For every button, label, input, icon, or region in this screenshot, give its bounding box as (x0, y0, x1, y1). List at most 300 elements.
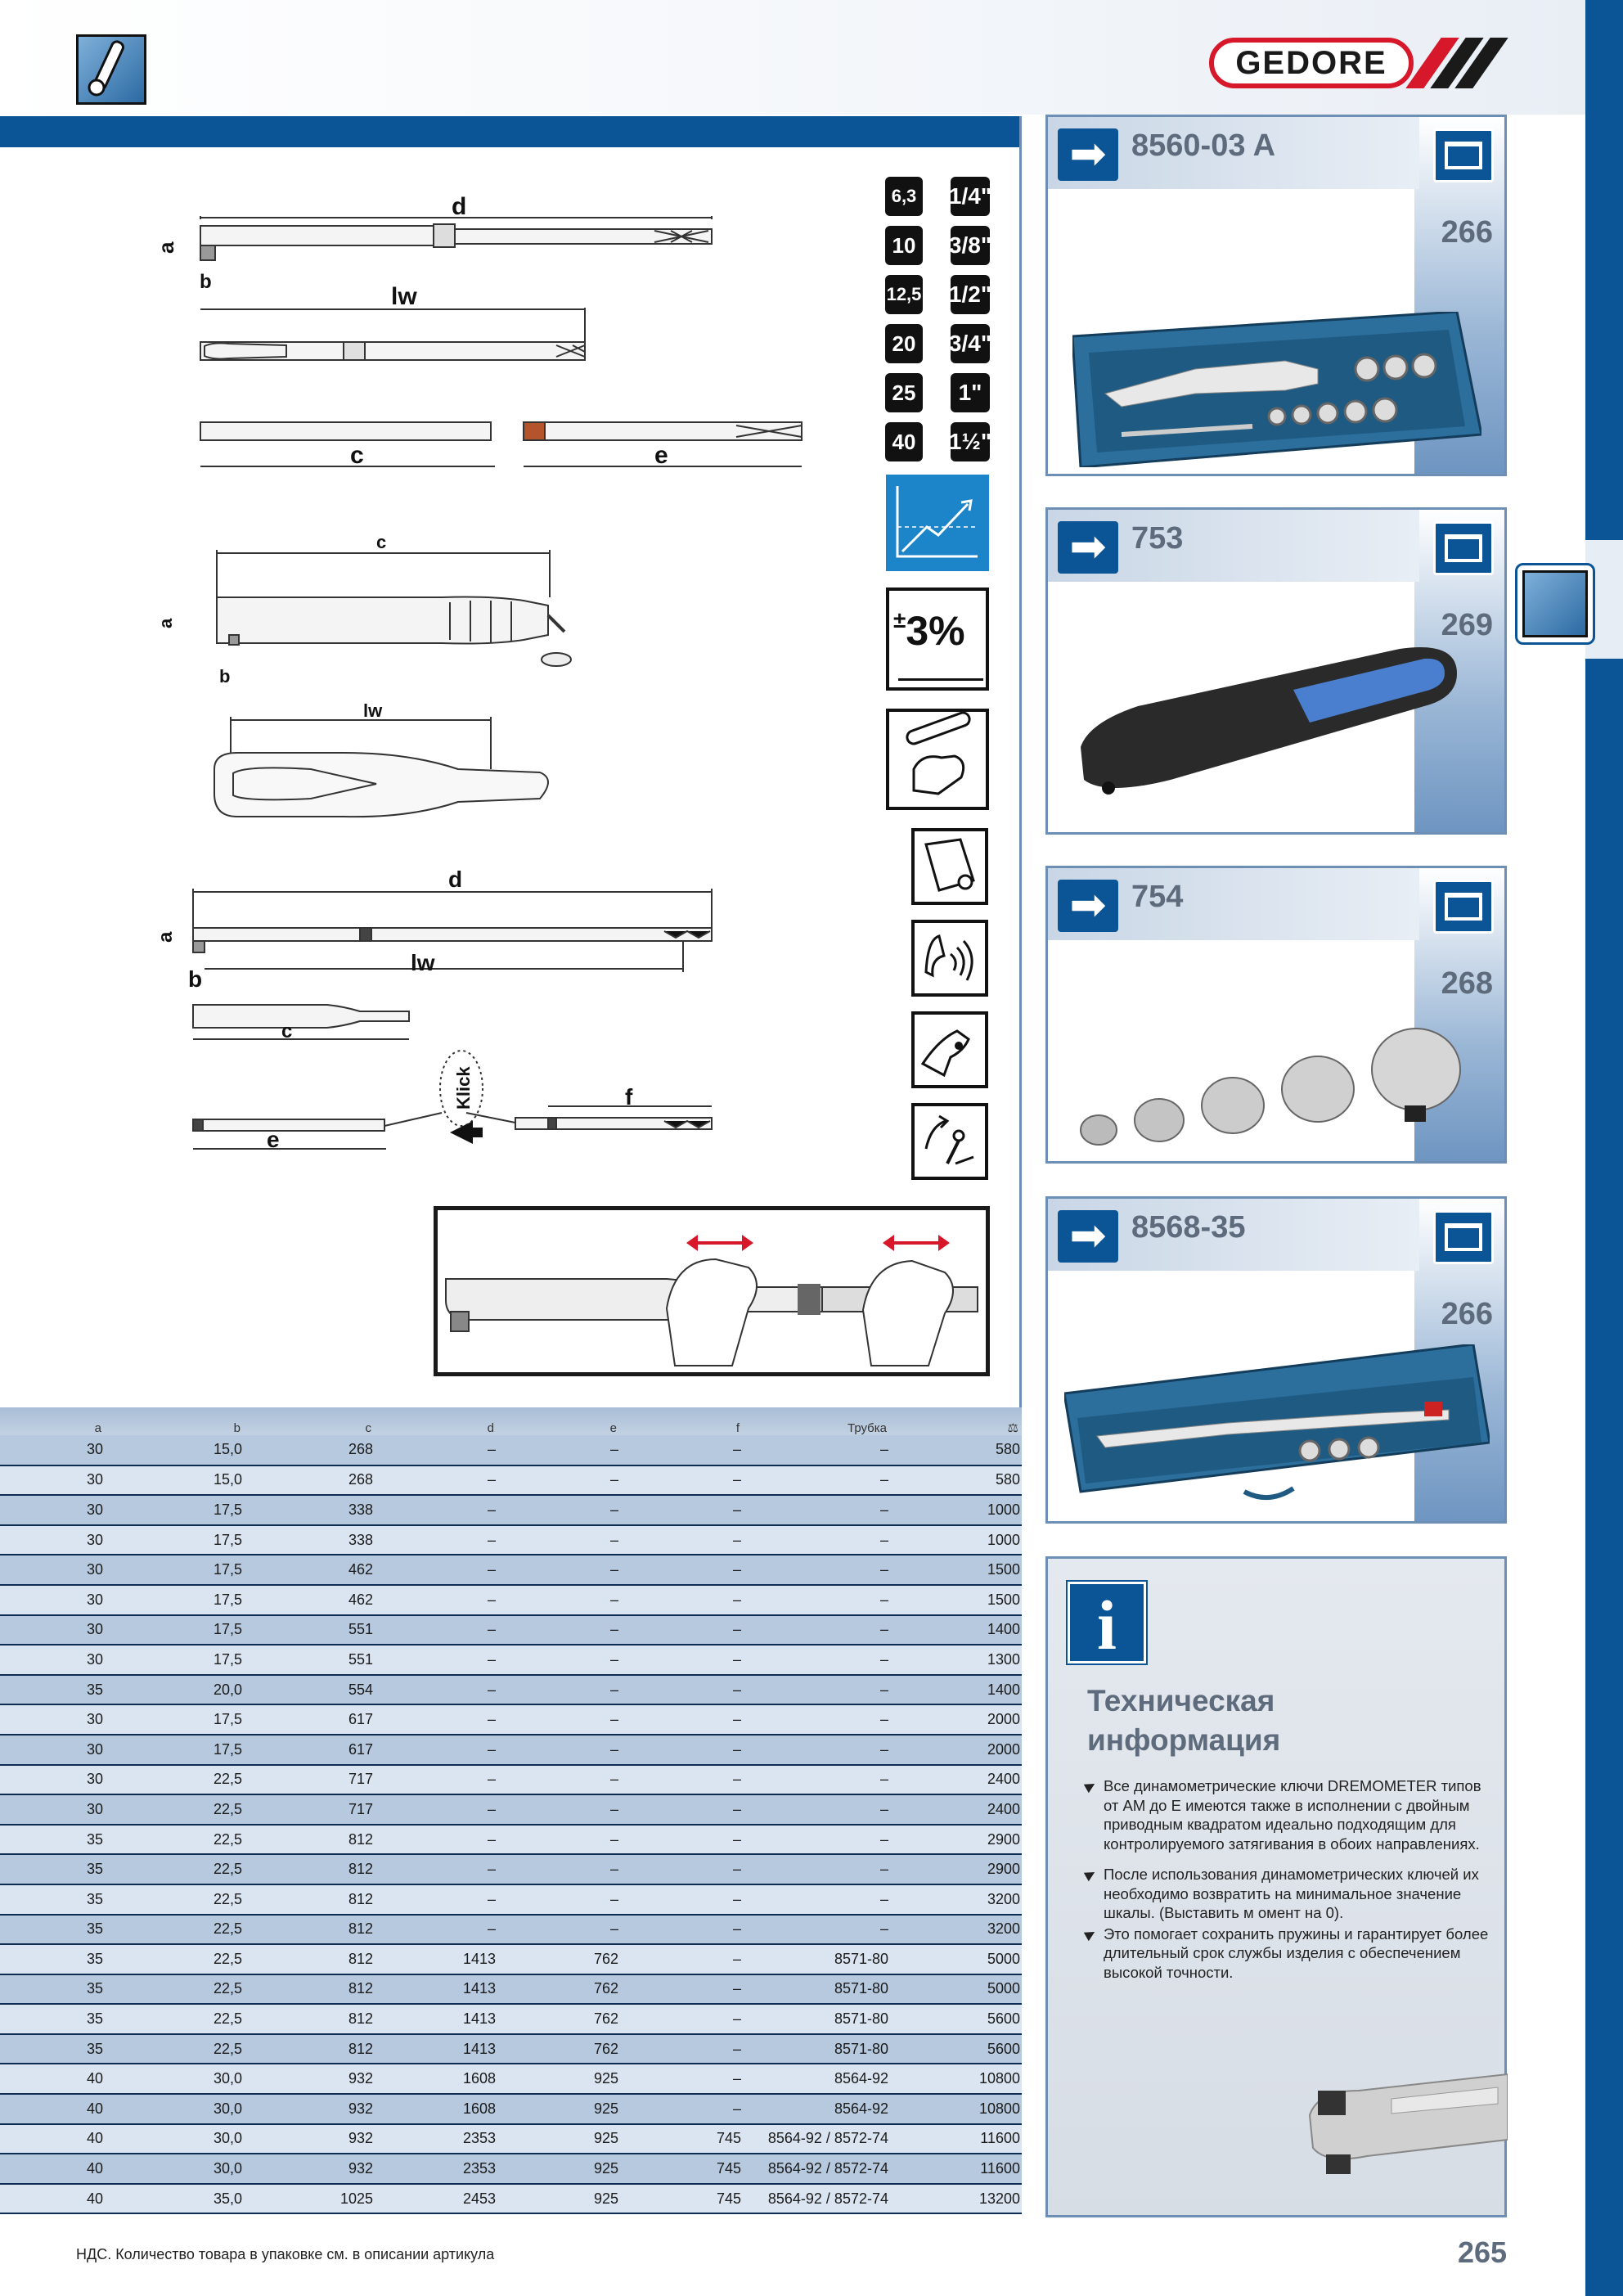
cell-d: – (375, 1555, 497, 1585)
cell-tube: – (743, 1794, 890, 1825)
catalog-book-icon[interactable] (1433, 128, 1494, 182)
cell-d: 2453 (375, 2184, 497, 2214)
cell-tube: – (743, 1495, 890, 1525)
cell-f: – (620, 1704, 743, 1735)
cell-weight: 1500 (890, 1555, 1022, 1585)
cell-tube: – (743, 1675, 890, 1705)
drive-size-inch: 3/8" (951, 226, 990, 265)
product-card[interactable] (1045, 115, 1507, 476)
cell-c: 462 (244, 1555, 375, 1585)
cell-a: 40 (0, 2094, 105, 2124)
catalog-book-icon[interactable] (1433, 880, 1494, 934)
cell-b: 17,5 (105, 1495, 244, 1525)
col-header-c: c (244, 1407, 375, 1435)
cell-weight: 1400 (890, 1615, 1022, 1645)
table-row (0, 1825, 1022, 1855)
info-bullet: Все динамометрические ключи DREMOMETER типов от AM до E имеются также в исполнении с двойным приводным квадратом идеально подходящим для контролируемого затягивания в обоих направлениях. (1084, 1776, 1493, 1853)
table-row (0, 1585, 1022, 1615)
cell-a: 35 (0, 1825, 105, 1855)
cell-f: – (620, 1735, 743, 1765)
arrow-right-icon: ➡ (1058, 1210, 1118, 1263)
cell-b: 17,5 (105, 1525, 244, 1555)
table-row (0, 2154, 1022, 2184)
cell-f: – (620, 2034, 743, 2064)
cell-b: 22,5 (105, 1915, 244, 1945)
cell-c: 932 (244, 2124, 375, 2154)
cell-d: – (375, 1615, 497, 1645)
table-row (0, 1615, 1022, 1645)
dim-b: b (200, 271, 212, 293)
footer-note: НДС. Количество товара в упаковке см. в описании артикула (76, 2246, 495, 2262)
cell-d: – (375, 1525, 497, 1555)
accuracy-sign: ± (893, 607, 906, 633)
table-row (0, 2034, 1022, 2064)
dim-c: c (376, 532, 387, 552)
cell-c: 812 (244, 1825, 375, 1855)
info-bullet-list (1084, 1776, 1493, 1983)
torque-wrench-case-photo (1064, 1344, 1490, 1508)
cell-c: 554 (244, 1675, 375, 1705)
cell-e: – (497, 1645, 620, 1675)
drive-size-mm: 6,3 (885, 177, 923, 216)
table-row (0, 1765, 1022, 1795)
cell-d: 1413 (375, 2034, 497, 2064)
cell-tube: – (743, 1854, 890, 1884)
cell-f: – (620, 1794, 743, 1825)
dim-lw: lw (363, 700, 383, 721)
double-drive-wrench-photo (1293, 2066, 1508, 2218)
cell-d: – (375, 1645, 497, 1675)
cell-f: – (620, 1884, 743, 1915)
product-card[interactable] (1045, 866, 1507, 1164)
cell-e: 762 (497, 2004, 620, 2034)
cell-f: – (620, 1944, 743, 1974)
product-page-ref: 269 (1441, 608, 1493, 642)
cell-d: – (375, 1495, 497, 1525)
cell-b: 17,5 (105, 1585, 244, 1615)
cell-weight: 5000 (890, 1944, 1022, 1974)
adapter-sockets-photo (1072, 991, 1481, 1155)
dim-b: b (188, 966, 203, 992)
two-hand-usage-illustration (434, 1206, 990, 1376)
dim-d: d (452, 193, 467, 220)
cell-a: 35 (0, 1944, 105, 1974)
drive-size-inch: 1½" (951, 422, 990, 461)
product-card[interactable] (1045, 1196, 1507, 1524)
cell-b: 35,0 (105, 2184, 244, 2214)
cell-a: 30 (0, 1435, 105, 1465)
cell-c: 717 (244, 1765, 375, 1795)
cell-a: 30 (0, 1735, 105, 1765)
cell-d: 1608 (375, 2094, 497, 2124)
cell-f: 745 (620, 2124, 743, 2154)
cell-d: 2353 (375, 2154, 497, 2184)
cell-weight: 1500 (890, 1585, 1022, 1615)
cell-e: 925 (497, 2154, 620, 2184)
cell-f: – (620, 1495, 743, 1525)
col-header-e: e (497, 1407, 620, 1435)
cell-a: 35 (0, 1675, 105, 1705)
cell-tube: – (743, 1615, 890, 1645)
product-page-ref: 268 (1441, 966, 1493, 1001)
cell-f: – (620, 1585, 743, 1615)
cell-weight: 2900 (890, 1825, 1022, 1855)
cell-f: – (620, 1525, 743, 1555)
table-row (0, 2124, 1022, 2154)
cell-e: – (497, 1585, 620, 1615)
cell-b: 20,0 (105, 1675, 244, 1705)
cell-a: 30 (0, 1615, 105, 1645)
cell-e: 762 (497, 1974, 620, 2005)
cell-c: 812 (244, 1915, 375, 1945)
col-header-f: f (620, 1407, 743, 1435)
cell-weight: 1400 (890, 1675, 1022, 1705)
cell-f: 745 (620, 2184, 743, 2214)
cell-f: – (620, 1974, 743, 2005)
cell-e: – (497, 1495, 620, 1525)
cell-weight: 10800 (890, 2064, 1022, 2094)
info-bullet: После использования динамометрических ключей их необходимо возвратить на минимальное значение шкалы. (Выставить м омент на 0). (1084, 1865, 1493, 1923)
dim-lw: lw (411, 950, 435, 975)
cell-a: 40 (0, 2124, 105, 2154)
dim-e: e (654, 442, 668, 469)
cell-c: 617 (244, 1735, 375, 1765)
cell-d: – (375, 1735, 497, 1765)
dim-b: b (219, 666, 231, 687)
cell-e: – (497, 1825, 620, 1855)
cell-a: 30 (0, 1495, 105, 1525)
cell-c: 932 (244, 2064, 375, 2094)
cell-e: – (497, 1675, 620, 1705)
cell-d: – (375, 1884, 497, 1915)
cell-f: – (620, 1675, 743, 1705)
drive-size-inch: 1/4" (951, 177, 990, 216)
cell-b: 30,0 (105, 2094, 244, 2124)
cell-weight: 2000 (890, 1704, 1022, 1735)
product-code: 754 (1131, 880, 1184, 914)
cell-c: 617 (244, 1704, 375, 1735)
cell-tube: 8571-80 (743, 1944, 890, 1974)
product-card[interactable] (1045, 507, 1507, 835)
col-header-d: d (375, 1407, 497, 1435)
cell-e: – (497, 1435, 620, 1465)
cell-e: – (497, 1854, 620, 1884)
cell-weight: 2400 (890, 1794, 1022, 1825)
cell-a: 30 (0, 1765, 105, 1795)
cell-a: 35 (0, 1915, 105, 1945)
cell-d: – (375, 1825, 497, 1855)
cell-c: 812 (244, 1944, 375, 1974)
dim-a: a (154, 241, 178, 254)
cell-a: 30 (0, 1704, 105, 1735)
cell-c: 551 (244, 1645, 375, 1675)
cell-tube: 8564-92 / 8572-74 (743, 2154, 890, 2184)
cell-weight: 5000 (890, 1974, 1022, 2005)
table-header-row (0, 1407, 1022, 1435)
table-row (0, 2184, 1022, 2214)
cell-a: 35 (0, 1884, 105, 1915)
cell-weight: 580 (890, 1435, 1022, 1465)
product-code: 8560-03 A (1131, 128, 1276, 163)
gedore-logo (1209, 38, 1507, 88)
specification-table (0, 1407, 1022, 2214)
cell-d: 1413 (375, 1974, 497, 2005)
cell-a: 30 (0, 1585, 105, 1615)
table-row (0, 1704, 1022, 1735)
drive-size-mm: 40 (885, 422, 923, 461)
cell-b: 22,5 (105, 1825, 244, 1855)
cell-weight: 5600 (890, 2004, 1022, 2034)
dim-f: f (625, 1084, 633, 1110)
cell-d: – (375, 1915, 497, 1945)
accuracy-value: 3% (906, 608, 965, 654)
cell-e: 925 (497, 2184, 620, 2214)
cell-tube: – (743, 1465, 890, 1496)
table-row (0, 1435, 1022, 1465)
cell-tube: – (743, 1555, 890, 1585)
catalog-book-icon[interactable] (1433, 1210, 1494, 1264)
cell-a: 30 (0, 1794, 105, 1825)
cell-b: 17,5 (105, 1645, 244, 1675)
cell-tube: 8564-92 / 8572-74 (743, 2184, 890, 2214)
cell-c: 1025 (244, 2184, 375, 2214)
cell-b: 22,5 (105, 2034, 244, 2064)
cell-weight: 1000 (890, 1495, 1022, 1525)
cell-c: 268 (244, 1465, 375, 1496)
drive-size-inch: 3/4" (951, 324, 990, 363)
cell-a: 30 (0, 1555, 105, 1585)
cell-weight: 1000 (890, 1525, 1022, 1555)
cell-weight: 2000 (890, 1735, 1022, 1765)
klick-label: Klick (453, 1066, 474, 1110)
cell-e: – (497, 1735, 620, 1765)
cell-e: 762 (497, 2034, 620, 2064)
cell-e: 762 (497, 1944, 620, 1974)
drive-size-mm: 25 (885, 373, 923, 412)
cell-e: – (497, 1704, 620, 1735)
cell-tube: 8564-92 / 8572-74 (743, 2124, 890, 2154)
cell-a: 40 (0, 2154, 105, 2184)
cell-f: – (620, 1435, 743, 1465)
cell-weight: 2400 (890, 1765, 1022, 1795)
cell-d: – (375, 1704, 497, 1735)
cell-c: 932 (244, 2154, 375, 2184)
cell-b: 30,0 (105, 2124, 244, 2154)
cell-tube: 8564-92 (743, 2064, 890, 2094)
torque-wrench-handle-photo (1072, 641, 1465, 804)
cell-b: 30,0 (105, 2064, 244, 2094)
cell-f: – (620, 2064, 743, 2094)
col-header-weight: ⚖ (890, 1407, 1022, 1435)
cell-d: – (375, 1585, 497, 1615)
cell-e: – (497, 1915, 620, 1945)
cell-weight: 2900 (890, 1854, 1022, 1884)
cell-tube: – (743, 1435, 890, 1465)
cell-c: 338 (244, 1525, 375, 1555)
product-code: 753 (1131, 521, 1184, 556)
dim-c: c (350, 442, 364, 469)
cell-a: 40 (0, 2064, 105, 2094)
cell-d: – (375, 1765, 497, 1795)
cell-e: – (497, 1794, 620, 1825)
cell-e: – (497, 1525, 620, 1555)
cell-f: – (620, 1615, 743, 1645)
chapter-tab-strip-bottom (1585, 659, 1623, 2296)
cell-e: 925 (497, 2094, 620, 2124)
drive-size-mm: 20 (885, 324, 923, 363)
cell-b: 15,0 (105, 1465, 244, 1496)
drive-size-inch: 1/2" (951, 275, 990, 314)
cell-d: 2353 (375, 2124, 497, 2154)
table-row (0, 2064, 1022, 2094)
table-row (0, 1675, 1022, 1705)
cell-c: 462 (244, 1585, 375, 1615)
cell-b: 22,5 (105, 1794, 244, 1825)
cell-b: 22,5 (105, 1854, 244, 1884)
cell-tube: 8571-80 (743, 2034, 890, 2064)
cell-e: – (497, 1765, 620, 1795)
cell-c: 338 (244, 1495, 375, 1525)
table-row (0, 1854, 1022, 1884)
cell-f: – (620, 2094, 743, 2124)
catalog-book-icon[interactable] (1433, 521, 1494, 575)
cell-e: – (497, 1555, 620, 1585)
cell-e: 925 (497, 2064, 620, 2094)
cell-c: 551 (244, 1615, 375, 1645)
drive-size-mm: 10 (885, 226, 923, 265)
cell-weight: 11600 (890, 2124, 1022, 2154)
technical-info-box (1045, 1556, 1507, 2217)
cell-c: 717 (244, 1794, 375, 1825)
table-row (0, 1525, 1022, 1555)
product-page-ref: 266 (1441, 1297, 1493, 1331)
cell-d: – (375, 1435, 497, 1465)
dim-c: c (281, 1020, 293, 1042)
cell-b: 17,5 (105, 1555, 244, 1585)
drive-size-inch: 1" (951, 373, 990, 412)
table-row (0, 2094, 1022, 2124)
cell-e: 925 (497, 2124, 620, 2154)
chapter-tab-strip-top (1585, 0, 1623, 540)
cell-b: 30,0 (105, 2154, 244, 2184)
cell-a: 30 (0, 1465, 105, 1496)
cell-tube: – (743, 1765, 890, 1795)
col-header-tube: Трубка (743, 1407, 890, 1435)
cell-d: – (375, 1675, 497, 1705)
cell-weight: 3200 (890, 1884, 1022, 1915)
col-header-a: a (0, 1407, 105, 1435)
table-row (0, 1495, 1022, 1525)
torque-wrench-set-photo (1072, 312, 1481, 467)
cell-c: 812 (244, 1974, 375, 2005)
table-row (0, 1465, 1022, 1496)
cell-tube: – (743, 1735, 890, 1765)
cell-tube: – (743, 1915, 890, 1945)
cell-tube: – (743, 1645, 890, 1675)
cell-f: – (620, 1555, 743, 1585)
drive-size-mm: 12,5 (885, 275, 923, 314)
cell-tube: – (743, 1525, 890, 1555)
cell-b: 22,5 (105, 1765, 244, 1795)
cell-tube: 8571-80 (743, 2004, 890, 2034)
cell-weight: 10800 (890, 2094, 1022, 2124)
cell-weight: 580 (890, 1465, 1022, 1496)
cell-a: 35 (0, 1974, 105, 2005)
cell-b: 22,5 (105, 1944, 244, 1974)
dim-e: e (267, 1127, 280, 1152)
cell-c: 812 (244, 2004, 375, 2034)
cell-tube: – (743, 1825, 890, 1855)
cell-f: – (620, 1765, 743, 1795)
cell-e: – (497, 1465, 620, 1496)
table-row (0, 1645, 1022, 1675)
cell-a: 35 (0, 2034, 105, 2064)
cell-a: 35 (0, 2004, 105, 2034)
cell-a: 35 (0, 1854, 105, 1884)
cell-f: – (620, 1854, 743, 1884)
cell-tube: 8571-80 (743, 1974, 890, 2005)
cell-e: – (497, 1615, 620, 1645)
cell-weight: 13200 (890, 2184, 1022, 2214)
chapter-tab-torque-icon[interactable] (1515, 563, 1595, 645)
cell-b: 22,5 (105, 1974, 244, 2005)
dim-a: a (155, 618, 176, 628)
cell-f: – (620, 1915, 743, 1945)
cell-tube: – (743, 1884, 890, 1915)
cell-f: 745 (620, 2154, 743, 2184)
info-icon: i (1068, 1582, 1146, 1663)
dim-a: a (155, 931, 177, 943)
info-title: Техническая информация (1087, 1684, 1281, 1757)
cell-weight: 1300 (890, 1645, 1022, 1675)
table-row (0, 1794, 1022, 1825)
cell-e: – (497, 1884, 620, 1915)
cell-b: 22,5 (105, 2004, 244, 2034)
dim-d: d (448, 867, 463, 892)
arrow-right-icon: ➡ (1058, 521, 1118, 574)
cell-c: 932 (244, 2094, 375, 2124)
cell-d: – (375, 1854, 497, 1884)
page-number: 265 (1458, 2235, 1508, 2269)
cell-a: 30 (0, 1645, 105, 1675)
cell-a: 30 (0, 1525, 105, 1555)
cell-f: – (620, 1825, 743, 1855)
cell-b: 17,5 (105, 1735, 244, 1765)
gedore-logo-text: GEDORE (1209, 38, 1414, 88)
cell-d: 1413 (375, 2004, 497, 2034)
cell-f: – (620, 1645, 743, 1675)
table-row (0, 1915, 1022, 1945)
cell-b: 17,5 (105, 1704, 244, 1735)
cell-d: 1413 (375, 1944, 497, 1974)
table-row (0, 1884, 1022, 1915)
cell-f: – (620, 2004, 743, 2034)
technical-drawings (0, 0, 1021, 1407)
cell-d: – (375, 1465, 497, 1496)
cell-weight: 5600 (890, 2034, 1022, 2064)
cell-b: 15,0 (105, 1435, 244, 1465)
cell-c: 268 (244, 1435, 375, 1465)
cell-d: – (375, 1794, 497, 1825)
cell-tube: – (743, 1704, 890, 1735)
arrow-right-icon: ➡ (1058, 880, 1118, 932)
col-header-b: b (105, 1407, 244, 1435)
cell-f: – (620, 1465, 743, 1496)
cell-c: 812 (244, 1884, 375, 1915)
info-bullet: Это помогает сохранить пружины и гарантирует более длительный срок службы изделия с обеспечением высокой точности. (1084, 1925, 1493, 1983)
table-row (0, 2004, 1022, 2034)
table-row (0, 1555, 1022, 1585)
